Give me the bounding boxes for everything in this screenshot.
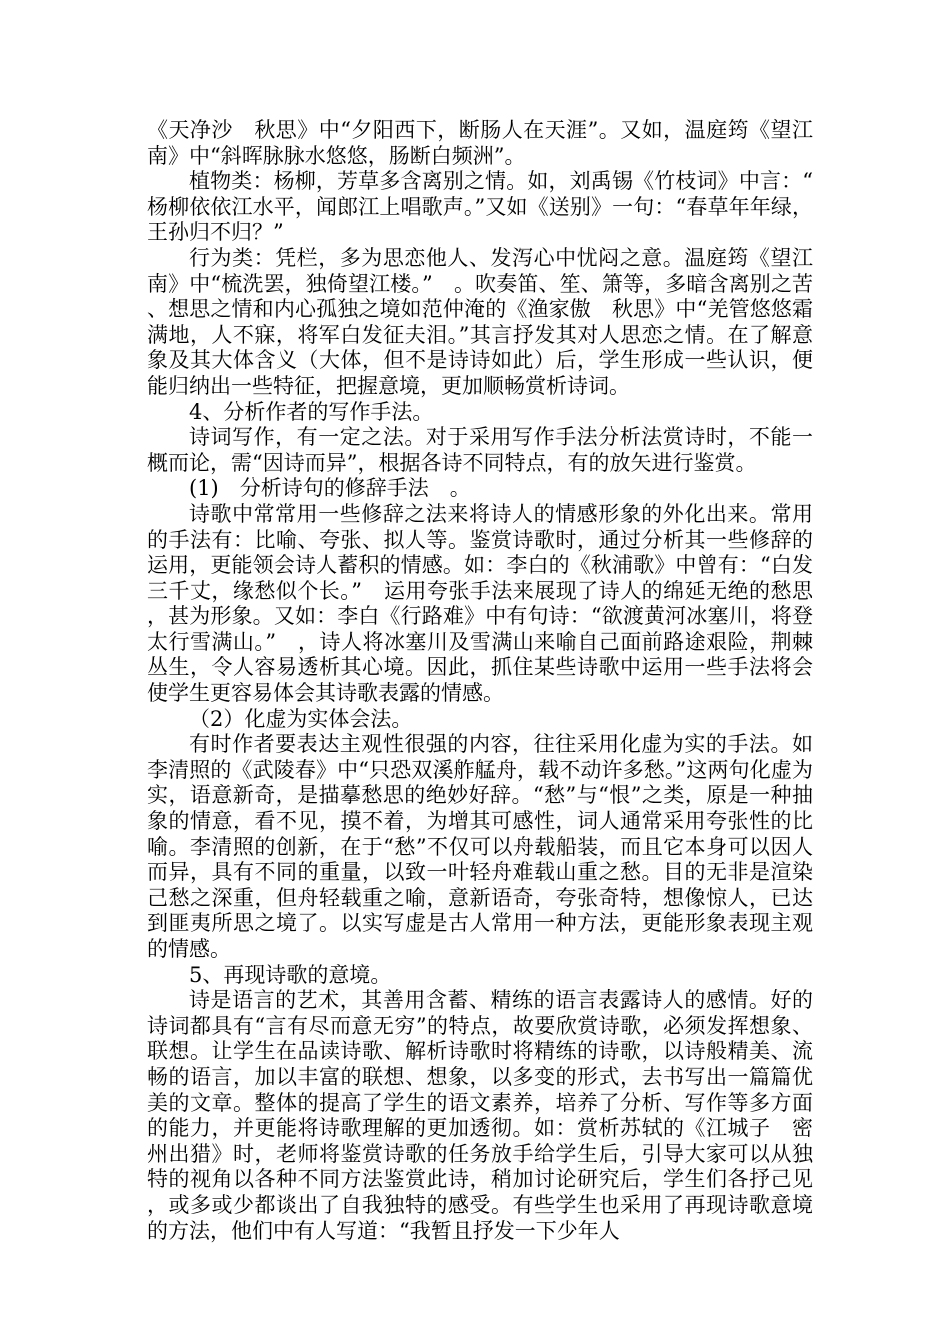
paragraph-11: 诗是语言的艺术，其善用含蓄、精练的语言表露诗人的感情。好的诗词都具有“言有尽而意无穷”的特点，故要欣赏诗歌，必须发挥想象、联想。让学生在品读诗歌、解析诗歌时将精练的诗歌，以诗般精美、流畅的语言，加以丰富的联想、想象，以多变的形式，去书写出一篇篇优美的文章。整体的提高了学生的语文素养，培养了分析、写作等多方面的能力，并更能将诗歌理解的更加透彻。如：赏析苏轼的《江城子 密州出猎》时，老师将鉴赏诗歌的任务放手给学生后，引导大家可以从独特的视角以各种不同方法鉴赏此诗，稍加讨论研究后，学生们各抒己见，或多或少都谈出了自我独特的感受。有些学生也采用了再现诗歌意境的方法，他们中有人写道：“我暂且抒发一下少年人 [147, 988, 813, 1243]
paragraph-2: 植物类：杨柳，芳草多含离别之情。如，刘禹锡《竹枝词》中言：“杨柳依依江水平，闻郎江上唱歌声。”又如《送别》一句：“春草年年绿，王孙归不归？” [147, 169, 813, 245]
section-heading-4: 4、分析作者的写作手法。 [189, 399, 434, 424]
paragraph-1: 《天净沙 秋思》中“夕阳西下，断肠人在天涯”。又如，温庭筠《望江南》中“斜晖脉脉水悠悠，肠断白频洲”。 [147, 118, 813, 168]
paragraph-5: 诗词写作，有一定之法。对于采用写作手法分析法赏诗时，不能一概而论，需“因诗而异”，根据各诗不同特点，有的放矢进行鉴赏。 [147, 425, 813, 475]
section-heading-5: 5、再现诗歌的意境。 [189, 962, 392, 987]
document-body [147, 118, 813, 1244]
paragraph-7: 诗歌中常常用一些修辞之法来将诗人的情感形象的外化出来。常用的手法有：比喻、夸张、拟人等。鉴赏诗歌时，通过分析其一些修辞的运用，更能领会诗人蓄积的情感。如：李白的《秋浦歌》中曾有：“白发三千丈，缘愁似个长。” 运用夸张手法来展现了诗人的绵延无绝的愁思，甚为形象。又如：李白《行路难》中有句诗：“欲渡黄河冰塞川，将登太行雪满山。” ，诗人将冰塞川及雪满山来喻自己面前路途艰险，荆棘丛生，令人容易透析其心境。因此，抓住某些诗歌中运用一些手法将会使学生更容易体会其诗歌表露的情感。 [147, 501, 813, 706]
paragraph-9: 有时作者要表达主观性很强的内容，往往采用化虚为实的手法。如李清照的《武陵春》中“只恐双溪舴艋舟，载不动许多愁。”这两句化虚为实，语意新奇，是描摹愁思的绝妙好辞。“愁”与“恨”之类，原是一种抽象的情意，看不见，摸不着，为增其可感性，词人通常采用夸张性的比喻。李清照的创新，在于“愁”不仅可以舟载船装，而且它本身可以因人而异，具有不同的重量，以致一叶轻舟难载山重之愁。目的无非是渲染己愁之深重，但舟轻载重之喻，意新语奇，夸张奇特，想像惊人，已达到匪夷所思之境了。以实写虚是古人常用一种方法，更能形象表现主观的情感。 [147, 732, 813, 961]
paragraph-3: 行为类：凭栏，多为思恋他人、发泻心中忧闷之意。温庭筠《望江南》中“梳洗罢，独倚望江楼。” 。吹奏笛、笙、箫等，多暗含离别之苦、想思之情和内心孤独之境如范仲淹的《渔家傲 秋思》中“羌管悠悠霜满地，人不寐，将军白发征夫泪。”其言抒发其对人思恋之情。在了解意象及其大体含义（大体，但不是诗诗如此）后，学生形成一些认识，便能归纳出一些特征，把握意境，更加顺畅赏析诗词。 [147, 245, 813, 398]
subsection-heading-1: (1) 分析诗句的修辞手法 。 [189, 476, 471, 501]
subsection-heading-2: （2）化虚为实体会法。 [189, 706, 413, 731]
